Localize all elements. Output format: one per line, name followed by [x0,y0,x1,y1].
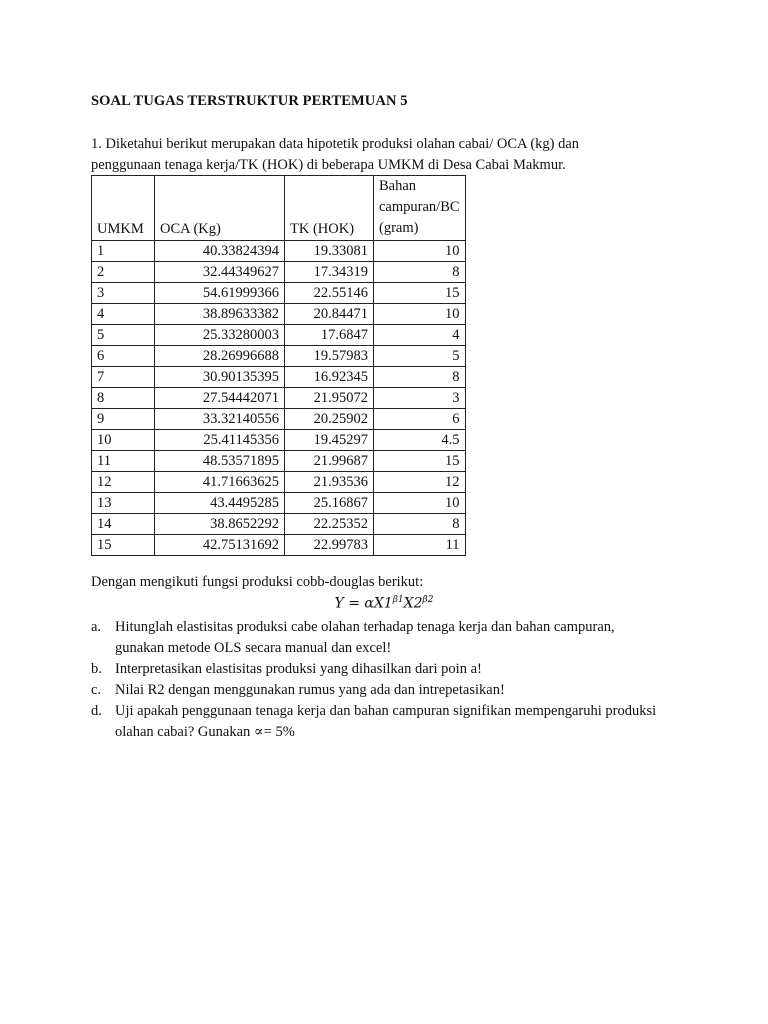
cell-bc: 11 [374,535,466,556]
table-row [92,451,466,472]
question-text-line: Uji apakah penggunaan tenaga kerja dan bahan campuran signifikan mempengaruhi produksi [115,703,657,719]
cell-tk: 17.34319 [285,262,374,283]
table-row [92,325,466,346]
cell-tk: 25.16867 [285,493,374,514]
formula-exponent-1: β1 [392,595,404,605]
cell-umkm: 3 [92,283,155,304]
question-text-line: Hitunglah elastisitas produksi cabe olahan terhadap tenaga kerja dan bahan campuran, [115,619,615,635]
cell-oca: 48.53571895 [155,451,285,472]
question-letter: b. [91,661,102,677]
cell-oca: 33.32140556 [155,409,285,430]
page-title: SOAL TUGAS TERSTRUKTUR PERTEMUAN 5 [91,93,408,109]
cell-umkm: 12 [92,472,155,493]
table-row [92,262,466,283]
cell-bc: 10 [374,241,466,262]
cell-tk: 22.99783 [285,535,374,556]
data-table [91,175,466,556]
header-tk: TK (HOK) [285,176,374,241]
cell-umkm: 10 [92,430,155,451]
header-bc [374,176,466,241]
cell-bc: 15 [374,283,466,304]
formula-lead-text: Dengan mengikuti fungsi produksi cobb-douglas berikut: [91,574,424,590]
table-body [92,241,466,556]
cell-bc: 10 [374,493,466,514]
cell-oca: 28.26996688 [155,346,285,367]
table-header-row [92,176,466,241]
table-row [92,409,466,430]
question-text-line: Interpretasikan elastisitas produksi yang dihasilkan dari poin a! [115,661,482,677]
question-text-line: Nilai R2 dengan menggunakan rumus yang ada dan intrepetasikan! [115,682,505,698]
table-row [92,493,466,514]
header-bc-line-3: (gram) [379,220,419,236]
cell-oca: 41.71663625 [155,472,285,493]
cell-tk: 22.25352 [285,514,374,535]
cell-oca: 25.33280003 [155,325,285,346]
intro-line-1: 1. Diketahui berikut merupakan data hipotetik produksi olahan cabai/ OCA (kg) dan [91,136,580,152]
cell-oca: 38.8652292 [155,514,285,535]
cell-umkm: 1 [92,241,155,262]
cell-tk: 19.33081 [285,241,374,262]
table-row [92,346,466,367]
table-row [92,367,466,388]
cell-umkm: 4 [92,304,155,325]
cell-umkm: 6 [92,346,155,367]
cell-tk: 19.57983 [285,346,374,367]
question-letter: a. [91,619,102,635]
cell-tk: 22.55146 [285,283,374,304]
cell-bc: 6 [374,409,466,430]
table-row [92,241,466,262]
question-text-line: olahan cabai? Gunakan ∝= 5% [115,724,295,740]
cell-umkm: 13 [92,493,155,514]
cell-oca: 27.54442071 [155,388,285,409]
intro-paragraph [91,134,691,176]
cell-oca: 25.41145356 [155,430,285,451]
question-b [91,659,691,680]
table-row [92,472,466,493]
cell-tk: 19.45297 [285,430,374,451]
cell-oca: 43.4495285 [155,493,285,514]
cell-bc: 12 [374,472,466,493]
cell-bc: 10 [374,304,466,325]
formula-exponent-2: β2 [422,595,434,605]
cell-umkm: 5 [92,325,155,346]
cell-umkm: 8 [92,388,155,409]
table-row [92,283,466,304]
cell-oca: 32.44349627 [155,262,285,283]
cell-bc: 8 [374,262,466,283]
cell-tk: 17.6847 [285,325,374,346]
question-list [91,617,691,743]
header-bc-line-1: Bahan [379,178,417,194]
cell-bc: 4 [374,325,466,346]
cell-tk: 20.84471 [285,304,374,325]
cell-oca: 40.33824394 [155,241,285,262]
cell-oca: 42.75131692 [155,535,285,556]
table-row [92,514,466,535]
header-oca: OCA (Kg) [155,176,285,241]
cell-umkm: 7 [92,367,155,388]
question-d [91,701,691,743]
cobb-douglas-formula [0,595,768,612]
cell-oca: 30.90135395 [155,367,285,388]
cell-tk: 21.93536 [285,472,374,493]
cell-bc: 3 [374,388,466,409]
cell-umkm: 11 [92,451,155,472]
cell-bc: 15 [374,451,466,472]
cell-tk: 20.25902 [285,409,374,430]
header-umkm: UMKM [92,176,155,241]
table-row [92,304,466,325]
cell-oca: 38.89633382 [155,304,285,325]
cell-bc: 4.5 [374,430,466,451]
question-c [91,680,691,701]
table-row [92,430,466,451]
cell-bc: 5 [374,346,466,367]
cell-tk: 16.92345 [285,367,374,388]
formula-x2: X2 [403,595,423,612]
intro-line-2: penggunaan tenaga kerja/TK (HOK) di beberapa UMKM di Desa Cabai Makmur. [91,157,566,173]
cell-tk: 21.95072 [285,388,374,409]
header-bc-line-2: campuran/BC [379,199,460,215]
cell-umkm: 9 [92,409,155,430]
cell-tk: 21.99687 [285,451,374,472]
cell-bc: 8 [374,514,466,535]
cell-umkm: 15 [92,535,155,556]
question-letter: d. [91,703,102,719]
table-row [92,535,466,556]
formula-lhs: Y = αX1 [334,595,393,612]
cell-bc: 8 [374,367,466,388]
question-text-line: gunakan metode OLS secara manual dan excel! [115,640,392,656]
table-row [92,388,466,409]
question-a [91,617,691,659]
question-letter: c. [91,682,102,698]
cell-umkm: 14 [92,514,155,535]
cell-oca: 54.61999366 [155,283,285,304]
cell-umkm: 2 [92,262,155,283]
